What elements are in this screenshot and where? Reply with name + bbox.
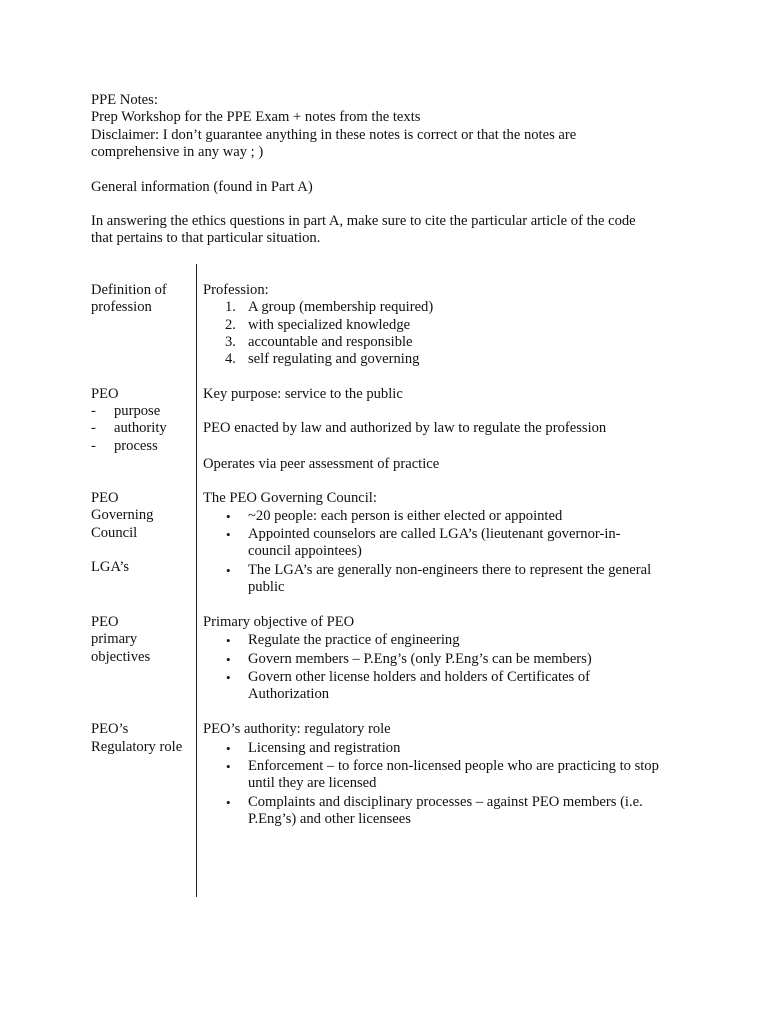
term-objectives-2: primary <box>91 631 138 647</box>
term-objectives-1: PEO <box>91 614 119 630</box>
bullet-item: Licensing and registration <box>248 740 401 756</box>
profession-heading: Profession: <box>203 282 269 298</box>
bullet-item: Complaints and disciplinary processes – against PEO members (i.e. <box>248 794 643 810</box>
term-regulatory-2: Regulatory role <box>91 739 183 755</box>
peo-process: Operates via peer assessment of practice <box>203 456 440 472</box>
bullet-marker: • <box>226 509 231 524</box>
bullet-marker: • <box>226 633 231 648</box>
bullet-marker: • <box>226 670 231 685</box>
list-item: A group (membership required) <box>248 299 434 315</box>
bullet-item: Appointed counselors are called LGA’s (lieutenant governor-in- <box>248 526 621 542</box>
bullet-marker: • <box>226 759 231 774</box>
dash-marker: - <box>91 403 96 419</box>
doc-subtitle: Prep Workshop for the PPE Exam + notes from the texts <box>91 109 421 125</box>
term-profession-1: Definition of <box>91 282 167 298</box>
regulatory-heading: PEO’s authority: regulatory role <box>203 721 391 737</box>
term-regulatory-1: PEO’s <box>91 721 129 737</box>
dash-marker: - <box>91 438 96 454</box>
bullet-item: Enforcement – to force non-licensed people who are practicing to stop <box>248 758 659 774</box>
list-marker: 2. <box>225 317 236 333</box>
term-peo: PEO <box>91 386 119 402</box>
bullet-item: Govern members – P.Eng’s (only P.Eng’s can be members) <box>248 651 592 667</box>
list-marker: 4. <box>225 351 236 367</box>
list-item: accountable and responsible <box>248 334 413 350</box>
ethics-line-2: that pertains to that particular situation. <box>91 230 321 246</box>
bullet-item-cont: public <box>248 579 285 595</box>
ethics-line-1: In answering the ethics questions in part A, make sure to cite the particular article of the code <box>91 213 636 229</box>
list-marker: 3. <box>225 334 236 350</box>
bullet-item-cont: council appointees) <box>248 543 362 559</box>
bullet-item-cont: Authorization <box>248 686 330 702</box>
list-item: with specialized knowledge <box>248 317 411 333</box>
council-heading: The PEO Governing Council: <box>203 490 377 506</box>
list-marker: 1. <box>225 299 236 315</box>
term-council-2: Governing <box>91 507 154 523</box>
bullet-item-cont: P.Eng’s) and other licensees <box>248 811 411 827</box>
general-info: General information (found in Part A) <box>91 179 313 195</box>
bullet-marker: • <box>226 527 231 542</box>
peo-sub-authority: authority <box>114 420 167 436</box>
disclaimer-line-2: comprehensive in any way ; ) <box>91 144 264 160</box>
term-lga: LGA’s <box>91 559 130 575</box>
bullet-item: Govern other license holders and holders of Certificates of <box>248 669 591 685</box>
term-council-1: PEO <box>91 490 119 506</box>
bullet-marker: • <box>226 563 231 578</box>
peo-sub-process: process <box>114 438 158 454</box>
dash-marker: - <box>91 420 96 436</box>
term-council-3: Council <box>91 525 138 541</box>
objectives-heading: Primary objective of PEO <box>203 614 355 630</box>
column-divider <box>196 264 197 897</box>
peo-purpose: Key purpose: service to the public <box>203 386 403 402</box>
disclaimer-line-1: Disclaimer: I don’t guarantee anything in these notes is correct or that the notes are <box>91 127 577 143</box>
bullet-item: ~20 people: each person is either elected or appointed <box>248 508 563 524</box>
term-objectives-3: objectives <box>91 649 151 665</box>
peo-sub-purpose: purpose <box>114 403 161 419</box>
peo-authority: PEO enacted by law and authorized by law to regulate the profession <box>203 420 607 436</box>
term-profession-2: profession <box>91 299 152 315</box>
bullet-marker: • <box>226 741 231 756</box>
doc-title: PPE Notes: <box>91 92 158 108</box>
bullet-item-cont: until they are licensed <box>248 775 377 791</box>
bullet-marker: • <box>226 795 231 810</box>
list-item: self regulating and governing <box>248 351 420 367</box>
bullet-item: Regulate the practice of engineering <box>248 632 460 648</box>
bullet-item: The LGA’s are generally non-engineers there to represent the general <box>248 562 652 578</box>
bullet-marker: • <box>226 652 231 667</box>
